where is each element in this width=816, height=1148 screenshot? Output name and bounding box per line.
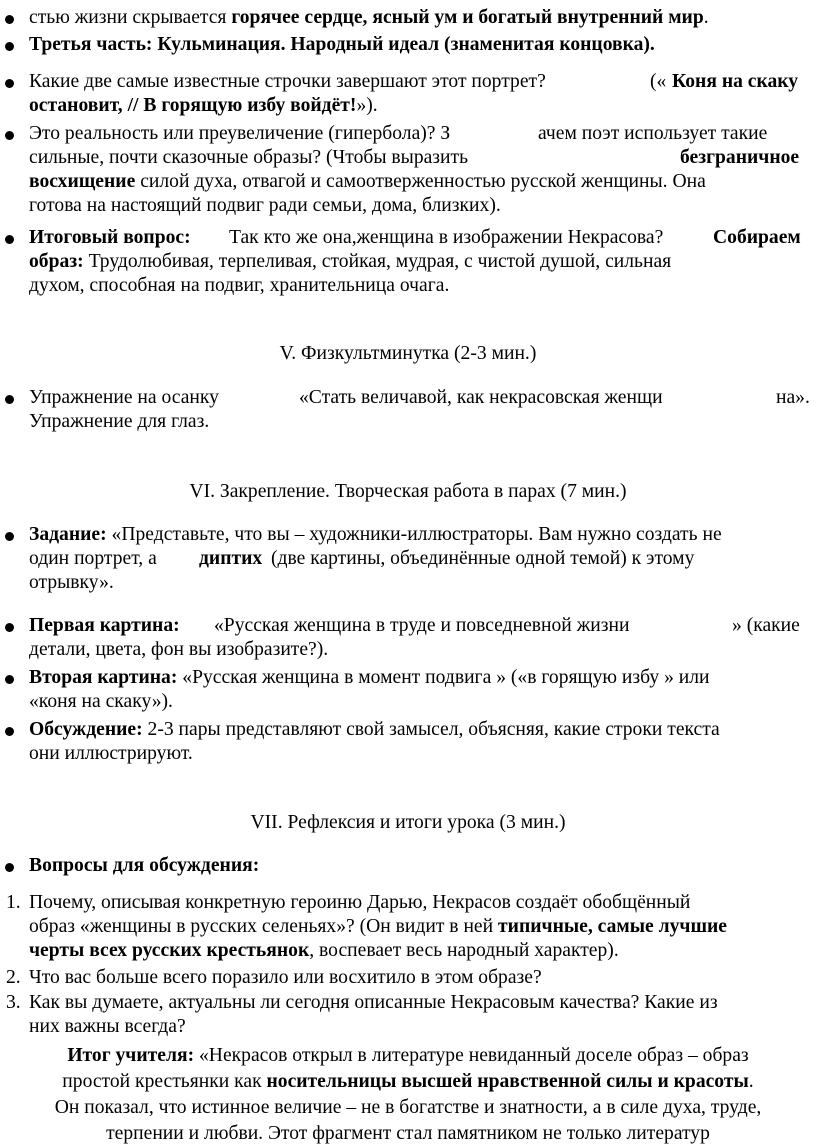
question-text: них важны всегда?	[29, 1016, 186, 1037]
section-heading: V. Физкультминутка (2-3 мин.)	[279, 343, 537, 364]
question-text: силой духа, отвагой и самоотверженностью русской женщины. Она	[135, 171, 706, 192]
bold-phrase: остановит, // В горящую избу войдёт!	[29, 95, 357, 116]
bold-phrase: диптих	[199, 548, 263, 569]
bullet-icon	[5, 727, 14, 736]
questions-title: Вопросы для обсуждения:	[29, 855, 260, 876]
task-text: (две картины, объединённые одной темой) к этому	[271, 548, 695, 569]
section-heading: VI. Закрепление. Творческая работа в парах (7 мин.)	[189, 481, 627, 502]
fragment-text: стью жизни скрывается	[29, 7, 232, 28]
answer-text: Трудолюбивая, терпеливая, стойкая, мудрая, с чистой душой, сильная	[83, 251, 672, 272]
picture-text: «Русская женщина в труде и повседневной жизни	[214, 615, 630, 636]
exercise-text: на».	[776, 387, 810, 408]
punctuation: .	[748, 1071, 754, 1092]
question-text: сильные, почти сказочные образы? (Чтобы выразить	[29, 147, 469, 168]
picture-text: » (какие	[732, 615, 800, 636]
bullet-icon	[5, 131, 14, 140]
bullet-icon	[5, 15, 14, 24]
bullet-icon	[5, 623, 14, 632]
punctuation: »).	[356, 95, 378, 116]
picture-text: детали, цвета, фон вы изобразите?).	[29, 639, 329, 660]
bold-phrase: Коня на скаку	[672, 71, 799, 92]
bold-phrase: Итог учителя:	[67, 1045, 195, 1066]
exercise-text: Упражнение на осанку	[29, 387, 219, 408]
section-heading: VII. Рефлексия и итоги урока (3 мин.)	[250, 812, 566, 833]
task-text: «Представьте, что вы – художники-иллюстраторы. Вам нужно создать не	[106, 524, 722, 545]
question-text: Что вас больше всего поразило или восхитило в этом образе?	[29, 967, 542, 988]
item-number: 2.	[6, 967, 21, 988]
bold-phrase: Итоговый вопрос:	[29, 227, 191, 248]
punctuation: .	[703, 7, 709, 28]
question-text: Как вы думаете, актуальны ли сегодня описанные Некрасовым качества? Какие из	[29, 992, 718, 1013]
bullet-icon	[5, 395, 14, 404]
picture-text: «коня на скаку»).	[29, 691, 173, 712]
teacher-summary-line: терпении и любви. Этот фрагмент стал памятником не только литератур	[106, 1123, 710, 1144]
question-text: Почему, описывая конкретную героиню Дарью, Некрасов создаёт обобщённый	[29, 892, 691, 913]
bold-phrase: Собираем	[713, 227, 801, 248]
teacher-summary-line: Он показал, что истинное величие – не в богатстве и знатности, а в силе духа, труде,	[54, 1097, 762, 1118]
question-text: ачем поэт использует такие	[538, 123, 768, 144]
bold-phrase: Обсуждение:	[29, 719, 143, 740]
question-text: готова на настоящий подвиг ради семьи, дома, близких).	[29, 195, 501, 216]
question-text: образ «женщины в русских селеньях»? (Он видит в ней	[29, 916, 499, 937]
question-text: Это реальность или преувеличение (гипербола)? З	[29, 123, 451, 144]
bullet-icon	[5, 235, 14, 244]
bold-phrase: Вторая картина:	[29, 667, 178, 688]
teacher-summary-line	[0, 1070, 816, 1094]
question-text: Какие две самые известные строчки завершают этот портрет?	[29, 71, 546, 92]
bold-phrase: носительницы высшей нравственной силы и красоты	[266, 1071, 749, 1092]
bold-phrase: горячее сердце, ясный ум и богатый внутренний мир	[231, 7, 704, 28]
bullet-icon	[5, 532, 14, 541]
bullet-icon	[5, 675, 14, 684]
discussion-text: они иллюстрируют.	[29, 743, 193, 764]
picture-text: «Русская женщина в момент подвига » («в горящую избу » или	[177, 667, 710, 688]
item-number: 1.	[6, 892, 21, 913]
discussion-text: 2-3 пары представляют свой замысел, объясняя, какие строки текста	[142, 719, 720, 740]
bold-phrase: безграничное	[680, 147, 800, 168]
bold-phrase: типичные, самые лучшие	[498, 916, 727, 937]
teacher-summary-line	[0, 1044, 816, 1068]
bullet-icon	[5, 42, 14, 51]
bold-phrase: образ:	[29, 251, 84, 272]
item-number: 3.	[6, 992, 21, 1013]
question-text: Так кто же она,женщина в изображении Некрасова?	[229, 227, 664, 248]
answer-text: духом, способная на подвиг, хранительница очага.	[29, 275, 450, 296]
exercise-text: Упражнение для глаз.	[29, 411, 210, 432]
task-text: отрывку».	[29, 572, 114, 593]
bold-phrase: Первая картина:	[29, 615, 180, 636]
part3-heading: Третья часть: Кульминация. Народный идеал (знаменитая концовка).	[29, 34, 655, 55]
bullet-icon	[5, 79, 14, 88]
task-text: один портрет, а	[29, 548, 157, 569]
bold-phrase: черты всех русских крестьянок	[29, 940, 310, 961]
question-text: , воспевает весь народный характер).	[309, 940, 619, 961]
bullet-icon	[5, 863, 14, 872]
bold-phrase: восхищение	[29, 171, 136, 192]
bold-phrase: Задание:	[29, 524, 107, 545]
quote-open: («	[650, 71, 667, 92]
exercise-text: «Стать величавой, как некрасовская женщи	[299, 387, 663, 408]
summary-text: простой крестьянки как	[62, 1071, 267, 1092]
summary-text: «Некрасов открыл в литературе невиданный доселе образ – образ	[194, 1045, 749, 1066]
